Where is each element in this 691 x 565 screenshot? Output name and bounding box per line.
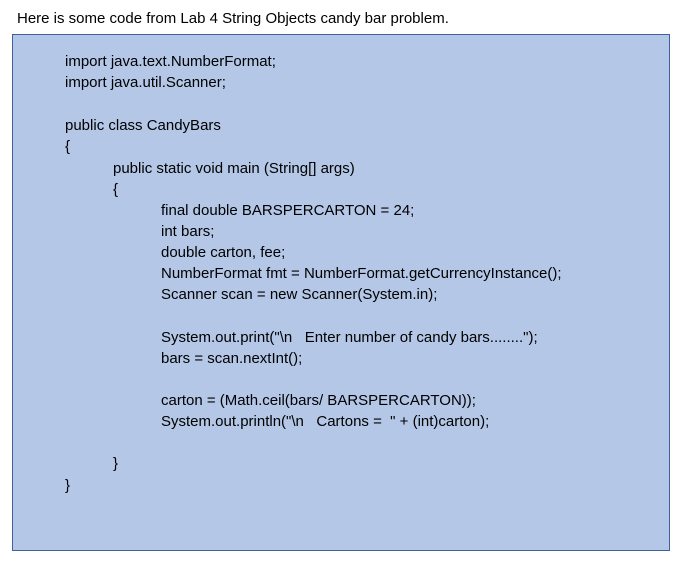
code-line-class-close-brace: }	[65, 477, 71, 494]
code-line-import-scanner: import java.util.Scanner;	[65, 74, 226, 91]
code-line-main-open-brace: {	[113, 181, 119, 198]
code-line-read-bars: bars = scan.nextInt();	[161, 350, 303, 367]
code-line-carton-calculation: carton = (Math.ceil(bars/ BARSPERCARTON));	[161, 392, 476, 409]
code-line-double-declaration: double carton, fee;	[161, 244, 286, 261]
code-line-import-numberformat: import java.text.NumberFormat;	[65, 53, 276, 70]
code-box	[12, 34, 670, 551]
code-line-class-open-brace: {	[65, 138, 71, 155]
code-line-print-cartons: System.out.println("\n Cartons = " + (int)carton);	[161, 413, 490, 430]
code-line-main-declaration: public static void main (String[] args)	[113, 160, 355, 177]
intro-text: Here is some code from Lab 4 String Objects candy bar problem.	[17, 10, 449, 27]
code-line-int-declaration: int bars;	[161, 223, 215, 240]
code-line-main-close-brace: }	[113, 455, 119, 472]
code-line-class-declaration: public class CandyBars	[65, 117, 221, 134]
code-line-scanner-declaration: Scanner scan = new Scanner(System.in);	[161, 286, 438, 303]
code-line-print-prompt: System.out.print("\n Enter number of candy bars........");	[161, 329, 538, 346]
code-line-numberformat-declaration: NumberFormat fmt = NumberFormat.getCurrencyInstance();	[161, 265, 562, 282]
code-line-const-declaration: final double BARSPERCARTON = 24;	[161, 202, 415, 219]
